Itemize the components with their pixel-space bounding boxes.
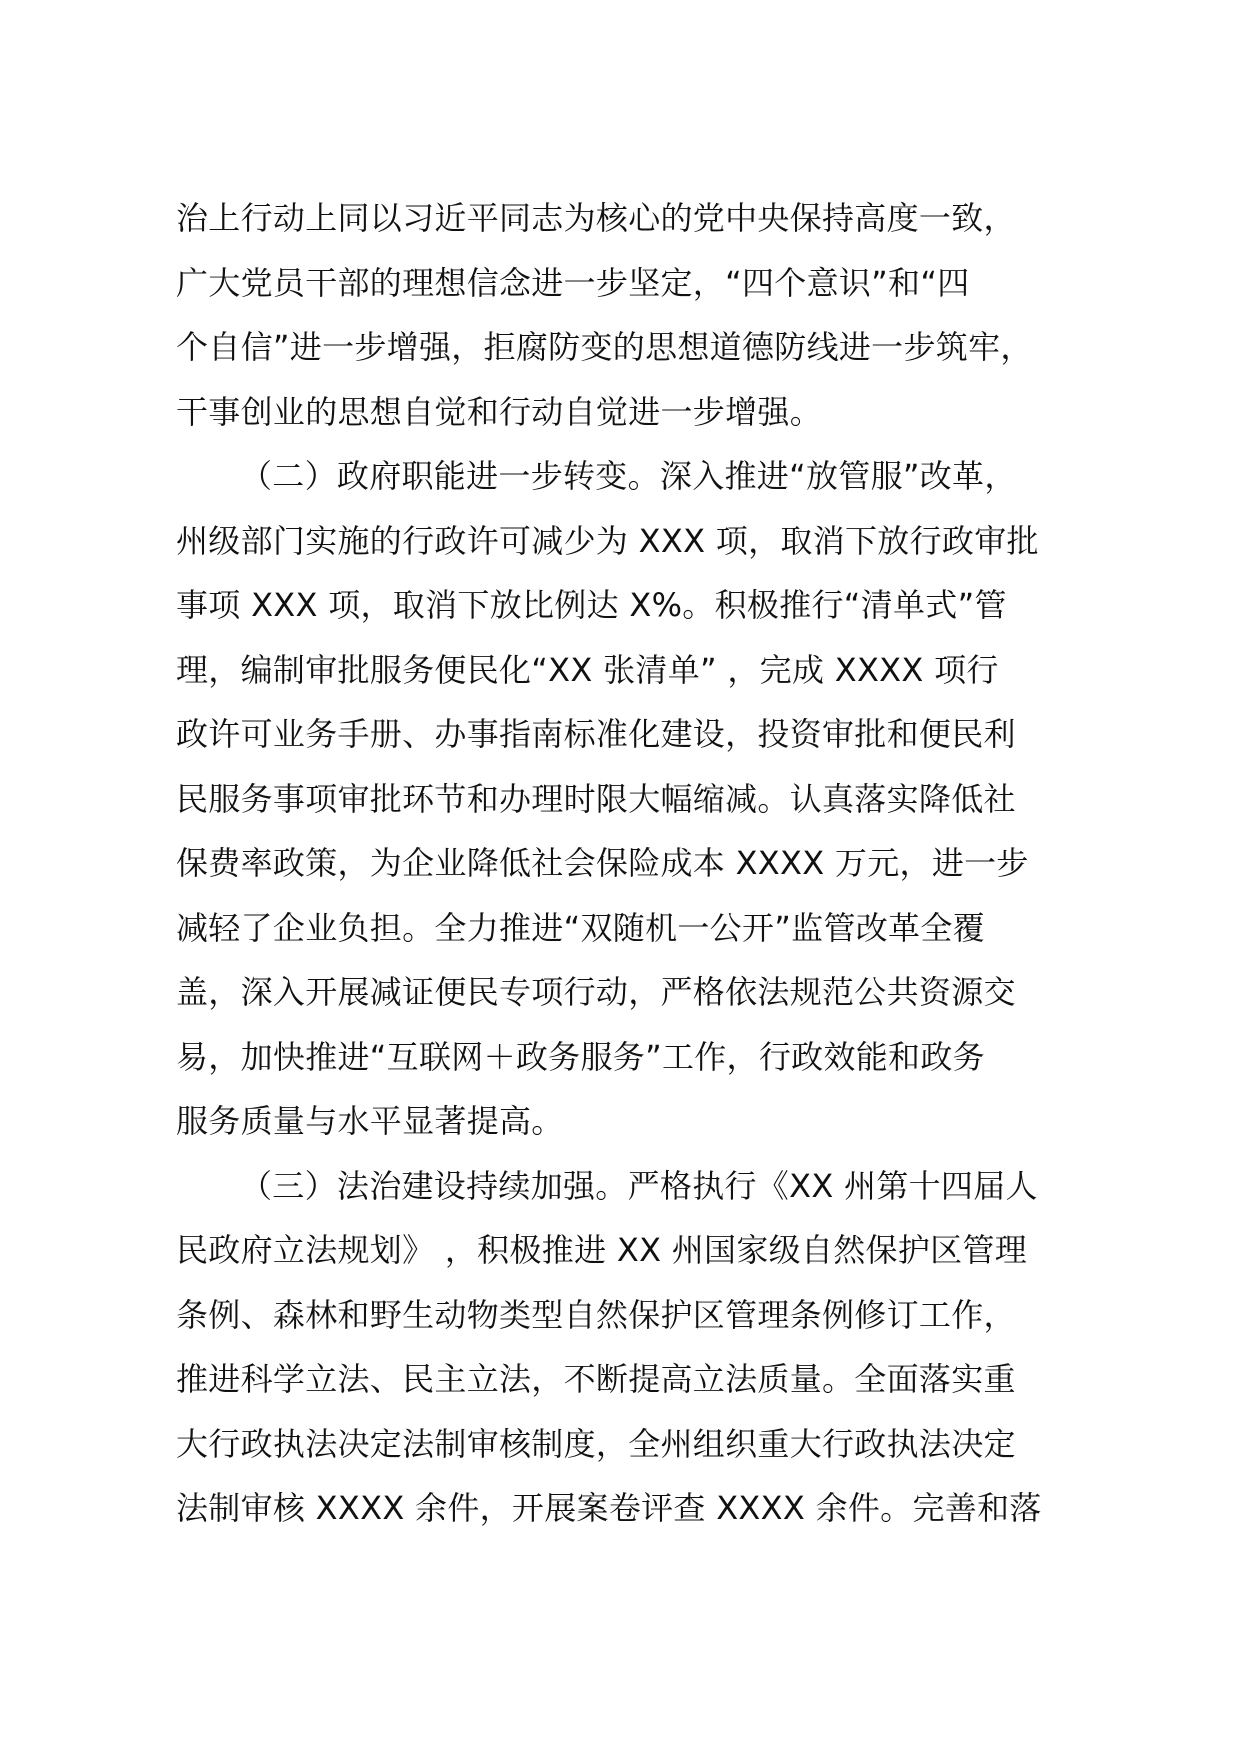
text-line: 政许可业务手册、办事指南标准化建设，投资审批和便民利 xyxy=(176,715,1016,753)
section-heading-line: （三）法治建设持续加强。严格执行《XX 州第十四届人 xyxy=(240,1166,1038,1205)
text-line: 推进科学立法、民主立法，不断提高立法质量。全面落实重 xyxy=(176,1360,1016,1398)
text-line: 治上行动上同以习近平同志为核心的党中央保持高度一致， xyxy=(176,199,1016,237)
text-line: 州级部门实施的行政许可减少为 XXX 项，取消下放行政审批 xyxy=(176,521,1039,560)
text-line: 服务质量与水平显著提高。 xyxy=(176,1102,564,1140)
text-line: 理，编制审批服务便民化“XX 张清单” ，完成 XXXX 项行 xyxy=(176,650,999,689)
text-line: 保费率政策，为企业降低社会保险成本 XXXX 万元，进一步 xyxy=(176,844,1029,882)
text-line: 条例、森林和野生动物类型自然保护区管理条例修订工作， xyxy=(176,1295,1016,1334)
text-line: 法制审核 XXXX 余件，开展案卷评查 XXXX 余件。完善和落 xyxy=(176,1489,1042,1527)
text-line: 个自信”进一步增强，拒腐防变的思想道德防线进一步筑牢， xyxy=(176,328,1033,366)
text-line: 民政府立法规划》 ，积极推进 XX 州国家级自然保护区管理 xyxy=(176,1231,1028,1269)
text-line: 事项 XXX 项，取消下放比例达 X%。积极推行“清单式”管 xyxy=(176,586,1007,624)
text-line: 易，加快推进“互联网＋政务服务”工作，行政效能和政务 xyxy=(176,1037,985,1076)
text-line: 大行政执法决定法制审核制度，全州组织重大行政执法决定 xyxy=(176,1424,1016,1463)
text-line: 减轻了企业负担。全力推进“双随机一公开”监管改革全覆 xyxy=(176,908,985,947)
section-heading-line: （二）政府职能进一步转变。深入推进“放管服”改革， xyxy=(240,457,1017,495)
document-body xyxy=(176,186,1096,1541)
text-line: 民服务事项审批环节和办理时限大幅缩减。认真落实降低社 xyxy=(176,779,1016,818)
text-line: 干事创业的思想自觉和行动自觉进一步增强。 xyxy=(176,392,823,431)
text-line: 盖，深入开展减证便民专项行动，严格依法规范公共资源交 xyxy=(176,973,1016,1011)
text-line: 广大党员干部的理想信念进一步坚定，“四个意识”和“四 xyxy=(176,263,970,302)
